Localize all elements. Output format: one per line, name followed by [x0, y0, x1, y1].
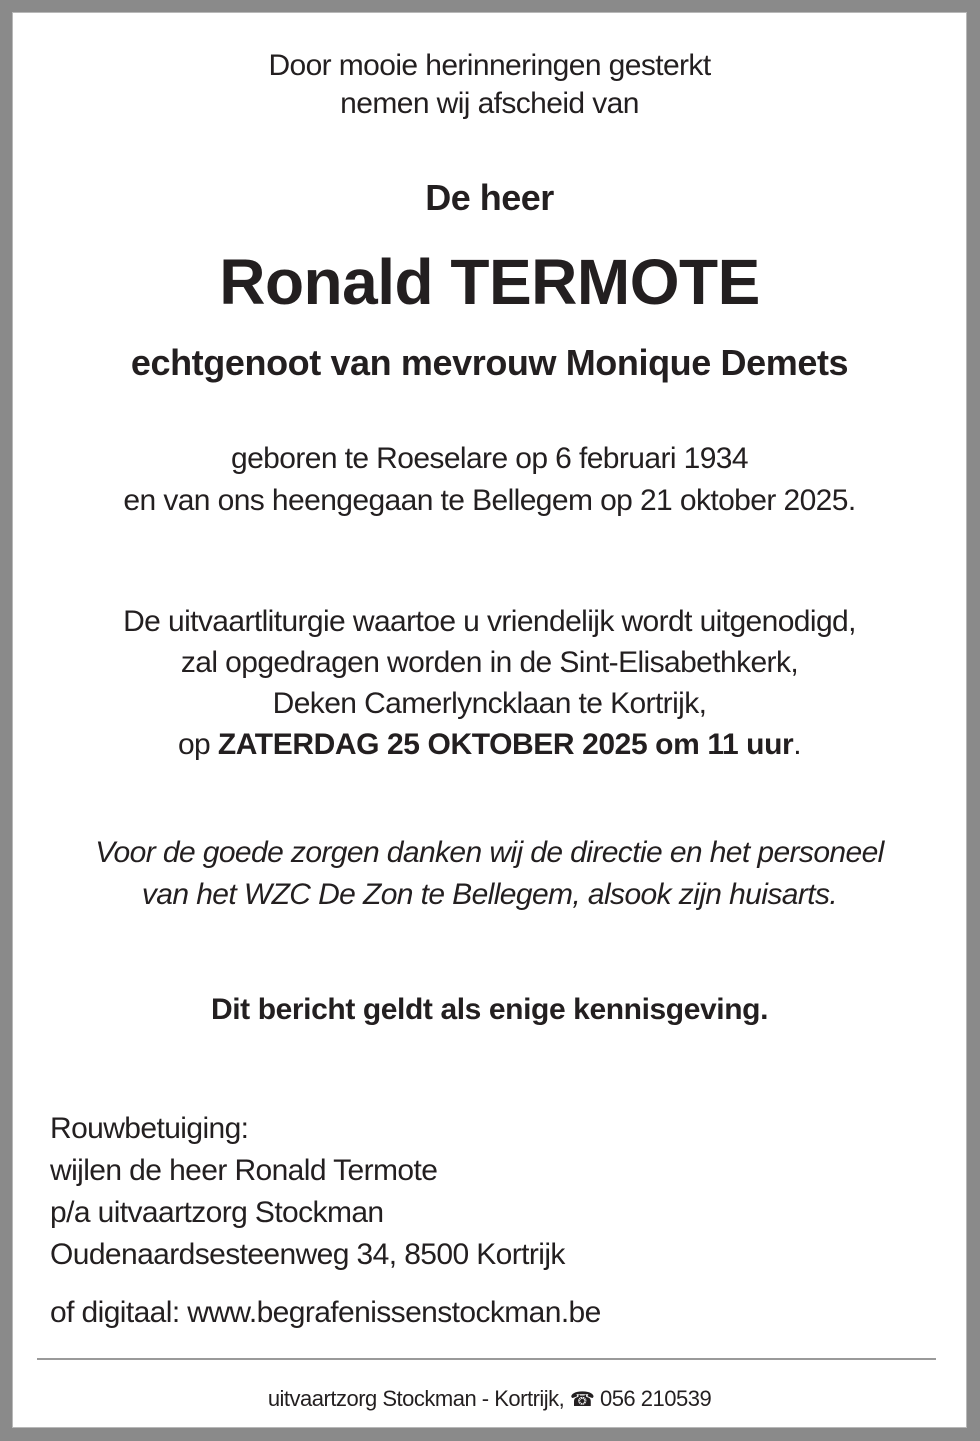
website-link[interactable]: www.begrafenissenstockman.be [187, 1296, 601, 1329]
spouse-line: echtgenoot van mevrouw Monique Demets [130, 342, 849, 383]
divider [37, 1358, 936, 1360]
intro-line: Door mooie herinneringen gesterkt [268, 49, 711, 82]
liturgy-line: zal opgedragen worden in de Sint-Elisabethkerk, [180, 646, 799, 679]
footer-text: uitvaartzorg Stockman - Kortrijk, [267, 1386, 570, 1411]
footer-phone: 056 210539 [594, 1386, 712, 1411]
condolence-line: wijlen de heer Ronald Termote [50, 1154, 438, 1187]
liturgy-date: ZATERDAG 25 OKTOBER 2025 om 11 uur [217, 728, 794, 761]
liturgy-line: Deken Camerlyncklaan te Kortrijk, [272, 687, 707, 720]
birth-death-dates [12, 438, 967, 522]
liturgy-line: De uitvaartliturgie waartoe u vriendelijk wordt uitgenodigd, [123, 605, 856, 638]
deceased-name: Ronald TERMOTE [219, 246, 760, 318]
funeral-liturgy [12, 601, 967, 765]
condolence-address [50, 1108, 565, 1276]
footer [12, 1386, 967, 1412]
liturgy-date-line [12, 724, 967, 765]
intro-text [12, 47, 967, 123]
official-notice: Dit bericht geldt als enige kennisgeving. [210, 993, 769, 1026]
salutation: De heer [425, 177, 554, 218]
liturgy-date-suffix: . [793, 728, 802, 761]
condolence-line: Rouwbetuiging: [50, 1112, 249, 1145]
intro-line: nemen wij afscheid van [340, 87, 639, 120]
condolence-line: p/a uitvaartzorg Stockman [50, 1196, 384, 1229]
condolence-line: Oudenaardsesteenweg 34, 8500 Kortrijk [50, 1238, 565, 1271]
liturgy-date-prefix: op [177, 728, 218, 761]
birth-line: geboren te Roeselare op 6 februari 1934 [231, 442, 748, 475]
thanks-text [12, 832, 967, 916]
digital-prefix: of digitaal: [50, 1296, 188, 1329]
phone-icon: ☎ [569, 1389, 595, 1411]
thanks-line: van het WZC De Zon te Bellegem, alsook zijn huisarts. [141, 878, 838, 911]
death-line: en van ons heengegaan te Bellegem op 21 oktober 2025. [123, 484, 856, 517]
thanks-line: Voor de goede zorgen danken wij de directie en het personeel [95, 836, 884, 869]
obituary-page [12, 12, 967, 1428]
digital-condolence [50, 1292, 601, 1334]
